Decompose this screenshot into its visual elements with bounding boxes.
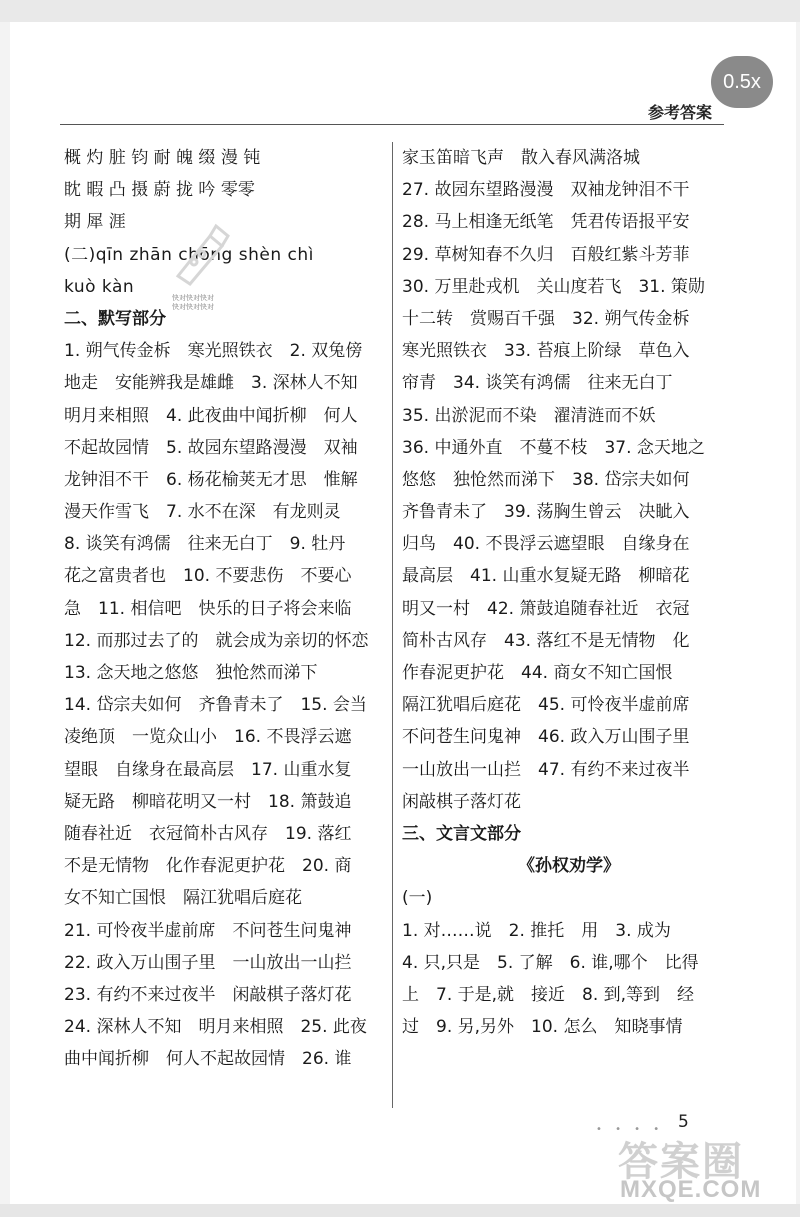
answer-line: 帘青 34. 谈笑有鸿儒 往来无白丁: [402, 373, 673, 394]
answer-line: 14. 岱宗夫如何 齐鲁青未了 15. 会当: [64, 695, 367, 716]
answer-line: 闲敲棋子落灯花: [402, 791, 521, 812]
answer-line: 龙钟泪不干 6. 杨花榆荚无才思 惟解: [64, 469, 358, 490]
playback-speed-button[interactable]: 0.5x: [711, 56, 773, 108]
answer-line: 地走 安能辨我是雄雌 3. 深林人不知: [64, 373, 358, 394]
answer-line: 女不知亡国恨 隔江犹唱后庭花: [64, 888, 302, 909]
right-column: [402, 142, 728, 1043]
answer-line: 眈 暇 凸 摄 蔚 拢 吟 零零: [64, 180, 255, 201]
answer-line: 最高层 41. 山重水复疑无路 柳暗花: [402, 566, 690, 587]
answer-line: 简朴古风存 43. 落红不是无情物 化: [402, 630, 690, 651]
answer-line: 不是无情物 化作春泥更护花 20. 商: [64, 856, 352, 877]
answer-line: 明又一村 42. 箫鼓追随春社近 衣冠: [402, 598, 690, 619]
answer-line: 齐鲁青未了 39. 荡胸生曾云 决眦入: [402, 502, 690, 523]
answer-line: 随春社近 衣冠简朴古风存 19. 落红: [64, 823, 352, 844]
answer-line: 22. 政入万山围子里 一山放出一山拦: [64, 952, 352, 973]
answer-line: 4. 只,只是 5. 了解 6. 谁,哪个 比得: [402, 952, 699, 973]
header-divider: [60, 124, 724, 125]
page-header-title: 参考答案: [648, 103, 713, 122]
answer-line: 隔江犹唱后庭花 45. 可怜夜半虚前席: [402, 695, 690, 716]
viewer-bottom-bar: [0, 1204, 800, 1217]
answer-line: 归鸟 40. 不畏浮云遮望眼 自缘身在: [402, 534, 690, 555]
answer-line: 悠悠 独怆然而涕下 38. 岱宗夫如何: [402, 469, 690, 490]
answer-line: 急 11. 相信吧 快乐的日子将会来临: [64, 598, 352, 619]
answer-line: 12. 而那过去了的 就会成为亲切的怀恋: [64, 630, 369, 651]
answer-line: 过 9. 另,另外 10. 怎么 知晓事情: [402, 1017, 683, 1038]
answer-line: 漫天作雪飞 7. 水不在深 有龙则灵: [64, 502, 341, 523]
answer-line: 不问苍生问鬼神 46. 政入万山围子里: [402, 727, 690, 748]
answer-line: 寒光照铁衣 33. 苔痕上阶绿 草色入: [402, 341, 690, 362]
answer-line: 23. 有约不来过夜半 闲敲棋子落灯花: [64, 984, 352, 1005]
page-decoration-dots: • • • •: [596, 1124, 665, 1135]
answer-line: 8. 谈笑有鸿儒 往来无白丁 9. 牡丹: [64, 534, 346, 555]
answer-line: (二)qīn zhān chōng shèn chì: [64, 244, 314, 265]
answer-line: 曲中闻折柳 何人不起故园情 26. 谁: [64, 1049, 352, 1070]
answer-line: 29. 草树知春不久归 百般红紫斗芳菲: [402, 244, 690, 265]
answer-line: 作春泥更护花 44. 商女不知亡国恨: [402, 663, 673, 683]
answer-line: 疑无路 柳暗花明又一村 18. 箫鼓追: [64, 791, 352, 812]
answer-line: 1. 朔气传金柝 寒光照铁衣 2. 双兔傍: [64, 341, 363, 362]
answer-line: kuò kàn: [64, 276, 135, 297]
watermark-logo: 答案圈: [618, 1139, 744, 1185]
passage-title: 《孙权劝学》: [518, 856, 620, 877]
answer-line: 一山放出一山拦 47. 有约不来过夜半: [402, 759, 690, 780]
answer-line: 花之富贵者也 10. 不要悲伤 不要心: [64, 566, 352, 587]
page-number: 5: [678, 1112, 689, 1132]
viewer-top-bar: [0, 0, 800, 22]
answer-line: 凌绝顶 一览众山小 16. 不畏浮云遮: [64, 727, 352, 748]
mascot-caption-line: 快对快对快对: [172, 294, 214, 302]
answer-line: 明月来相照 4. 此夜曲中闻折柳 何人: [64, 405, 358, 426]
pencil-mascot-icon: [164, 218, 236, 290]
answer-line: 不起故园情 5. 故园东望路漫漫 双袖: [64, 437, 358, 458]
section-heading: 三、文言文部分: [402, 823, 521, 844]
answer-line: 十二转 赏赐百千强 32. 朔气传金柝: [402, 308, 690, 329]
answer-line: 上 7. 于是,就 接近 8. 到,等到 经: [402, 984, 695, 1005]
section-heading: 二、默写部分: [64, 308, 166, 329]
answer-line: (一): [402, 888, 433, 909]
answer-line: 24. 深林人不知 明月来相照 25. 此夜: [64, 1017, 367, 1038]
answer-line: 28. 马上相逢无纸笔 凭君传语报平安: [402, 212, 690, 233]
answer-line: 1. 对……说 2. 推托 用 3. 成为: [402, 920, 671, 941]
answer-line: 13. 念天地之悠悠 独怆然而涕下: [64, 663, 318, 683]
mascot-caption-line: 快对快对快对: [172, 303, 214, 311]
answer-line: 21. 可怜夜半虚前席 不问苍生问鬼神: [64, 920, 352, 941]
answer-line: 望眼 自缘身在最高层 17. 山重水复: [64, 759, 352, 780]
answer-line: 家玉笛暗飞声 散入春风满洛城: [402, 148, 640, 168]
column-divider: [392, 142, 393, 1108]
answer-line: 36. 中通外直 不蔓不枝 37. 念天地之: [402, 437, 705, 458]
watermark-url: MXQE.COM: [620, 1176, 762, 1203]
answer-line: 27. 故园东望路漫漫 双袖龙钟泪不干: [402, 180, 690, 201]
answer-line: 期 犀 涯: [64, 212, 126, 233]
mascot-caption: [172, 294, 214, 312]
answer-line: 35. 出淤泥而不染 濯清涟而不妖: [402, 405, 656, 426]
answer-line: 概 灼 脏 钧 耐 魄 缀 漫 钝: [64, 148, 261, 168]
answer-line: 30. 万里赴戎机 关山度若飞 31. 策勋: [402, 276, 705, 297]
